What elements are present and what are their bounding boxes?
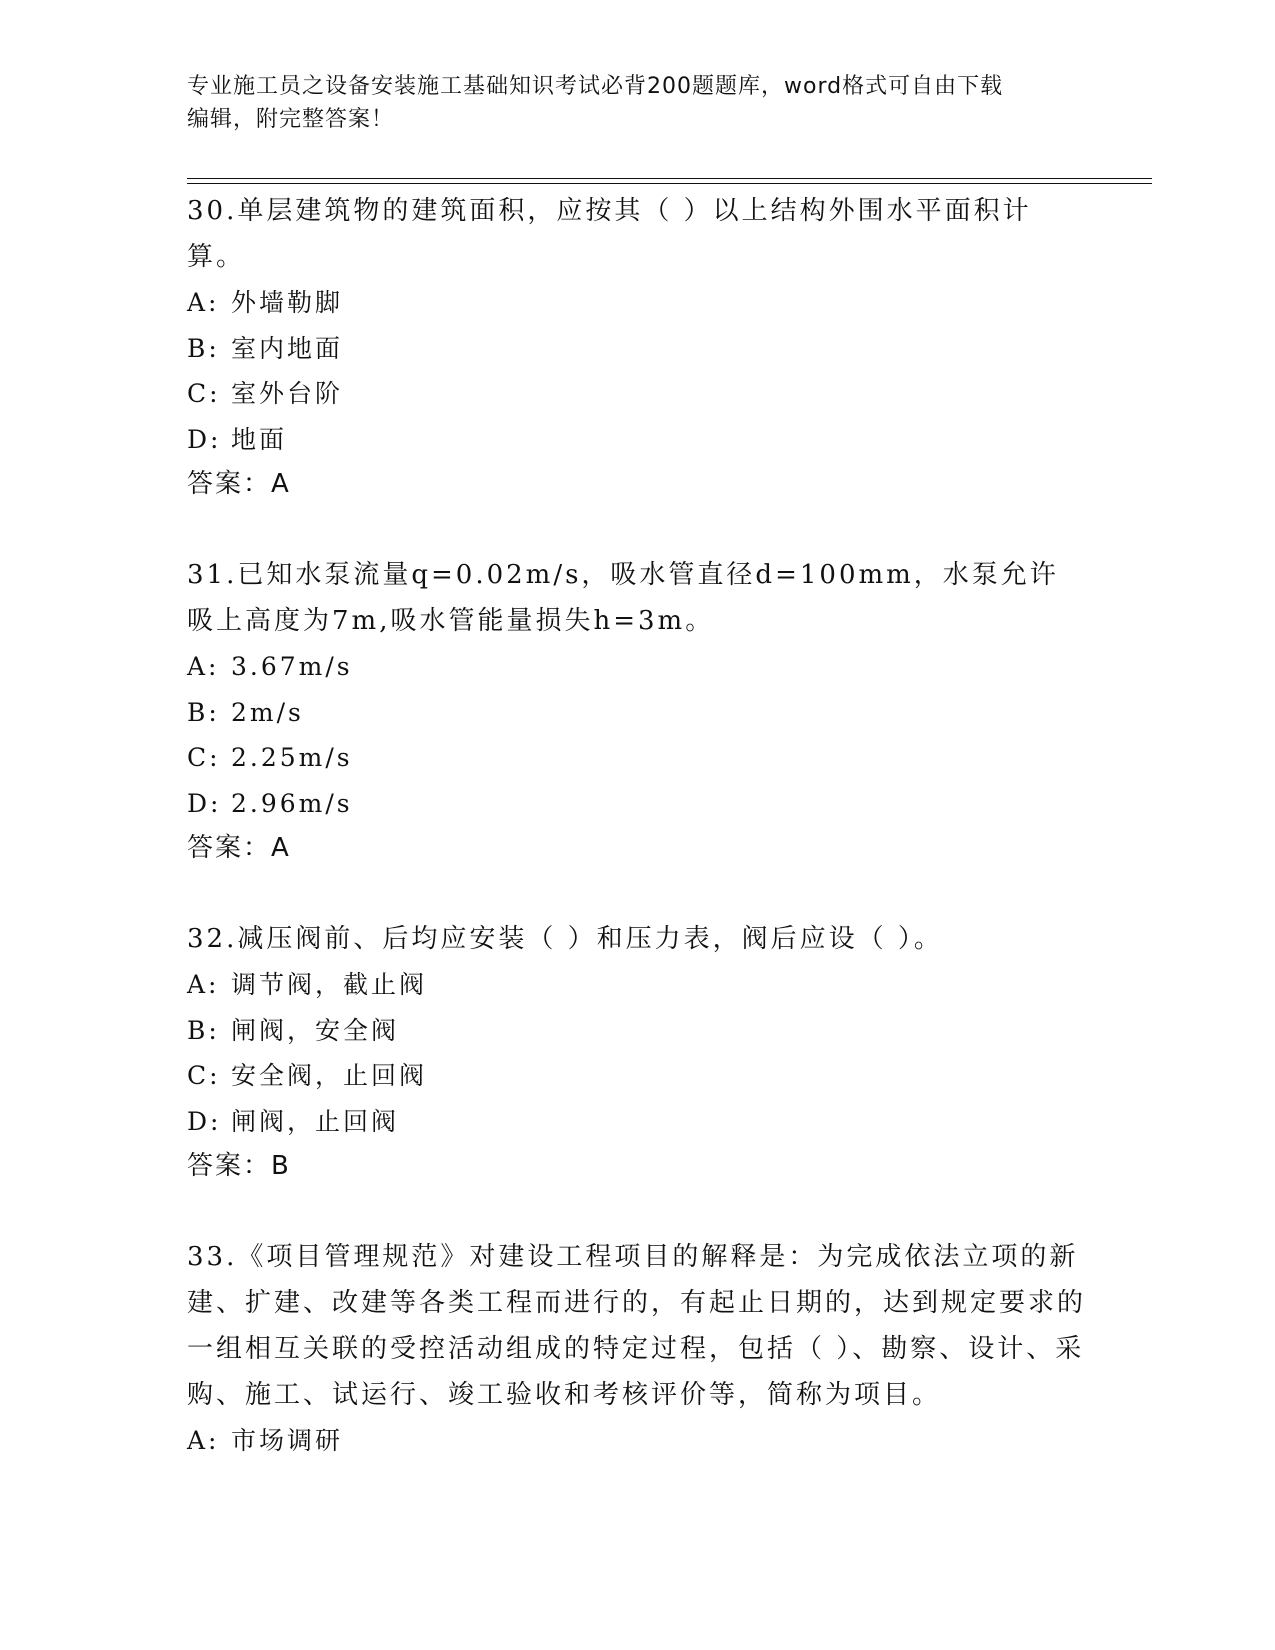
- question-number: 32.: [187, 924, 238, 954]
- header-divider-top: [187, 178, 1152, 179]
- answer-label: 答案：A: [187, 469, 291, 499]
- question-32: [187, 916, 1087, 1189]
- header-divider-bottom: [187, 183, 1152, 184]
- option-key: C:: [187, 1061, 221, 1090]
- option-text: 2m/s: [231, 697, 304, 727]
- option-a: [187, 1418, 1087, 1464]
- question-body: 《项目管理规范》对建设工程项目的解释是：为完成依法立项的新建、扩建、改建等各类工程而进行的，有起止日期的，达到规定要求的一组相互关联的受控活动组成的特定过程，包括（ ）、勘察、设计、采购、施工、试运行、竣工验收和考核评价等，简称为项目。: [187, 1242, 1087, 1410]
- question-number: 31.: [187, 560, 238, 590]
- question-text: [187, 916, 1087, 962]
- option-text: 安全阀，止回阀: [231, 1061, 428, 1090]
- option-b: [187, 690, 1087, 736]
- question-number: 30.: [187, 196, 238, 226]
- option-c: [187, 1053, 1087, 1099]
- question-body: 已知水泵流量q=0.02m/s，吸水管直径d=100mm，水泵允许吸上高度为7m,吸水管能量损失h=3m。: [187, 560, 1059, 636]
- option-key: B:: [187, 1015, 220, 1045]
- option-d: [187, 417, 1087, 463]
- option-key: A:: [187, 288, 220, 317]
- question-number: 33.: [187, 1242, 238, 1272]
- option-text: 闸阀，安全阀: [231, 1015, 400, 1045]
- option-key: D:: [187, 424, 222, 454]
- question-33: [187, 1234, 1087, 1464]
- option-text: 室外台阶: [231, 379, 344, 408]
- option-d: [187, 1099, 1087, 1145]
- header-line-2: 编辑，附完整答案！: [187, 107, 395, 132]
- option-key: B:: [187, 333, 220, 363]
- option-d: [187, 781, 1087, 827]
- question-31: [187, 552, 1087, 871]
- option-key: A:: [187, 652, 220, 681]
- option-key: D:: [187, 788, 222, 818]
- question-body: 单层建筑物的建筑面积，应按其（ ）以上结构外围水平面积计算。: [187, 196, 1032, 272]
- option-text: 室内地面: [231, 333, 344, 363]
- question-text: [187, 1234, 1087, 1418]
- answer-label: 答案：B: [187, 1151, 291, 1181]
- option-text: 闸阀，止回阀: [231, 1106, 400, 1136]
- option-text: 市场调研: [231, 1426, 344, 1455]
- option-text: 2.25m/s: [231, 743, 353, 772]
- option-a: [187, 280, 1087, 326]
- answer-label: 答案：A: [187, 833, 291, 863]
- option-text: 外墙勒脚: [231, 288, 344, 317]
- option-key: A:: [187, 1426, 220, 1455]
- option-key: C:: [187, 379, 221, 408]
- option-b: [187, 326, 1087, 372]
- option-a: [187, 644, 1087, 690]
- option-key: C:: [187, 743, 221, 772]
- document-header: [187, 70, 1067, 136]
- question-text: [187, 188, 1087, 280]
- question-30: [187, 188, 1087, 507]
- option-a: [187, 962, 1087, 1008]
- option-key: A:: [187, 970, 220, 999]
- option-c: [187, 371, 1087, 417]
- question-body: 减压阀前、后均应安装（ ）和压力表，阀后应设（ ）。: [237, 924, 943, 954]
- question-text: [187, 552, 1087, 644]
- option-c: [187, 735, 1087, 781]
- option-text: 调节阀，截止阀: [231, 970, 428, 999]
- option-text: 2.96m/s: [231, 788, 353, 818]
- option-b: [187, 1008, 1087, 1054]
- option-text: 地面: [231, 424, 288, 454]
- header-line-1: 专业施工员之设备安装施工基础知识考试必背200题题库，word格式可自由下载: [187, 74, 1004, 99]
- question-list: [187, 188, 1087, 1509]
- option-text: 3.67m/s: [231, 652, 353, 681]
- option-key: B:: [187, 697, 220, 727]
- option-key: D:: [187, 1106, 222, 1136]
